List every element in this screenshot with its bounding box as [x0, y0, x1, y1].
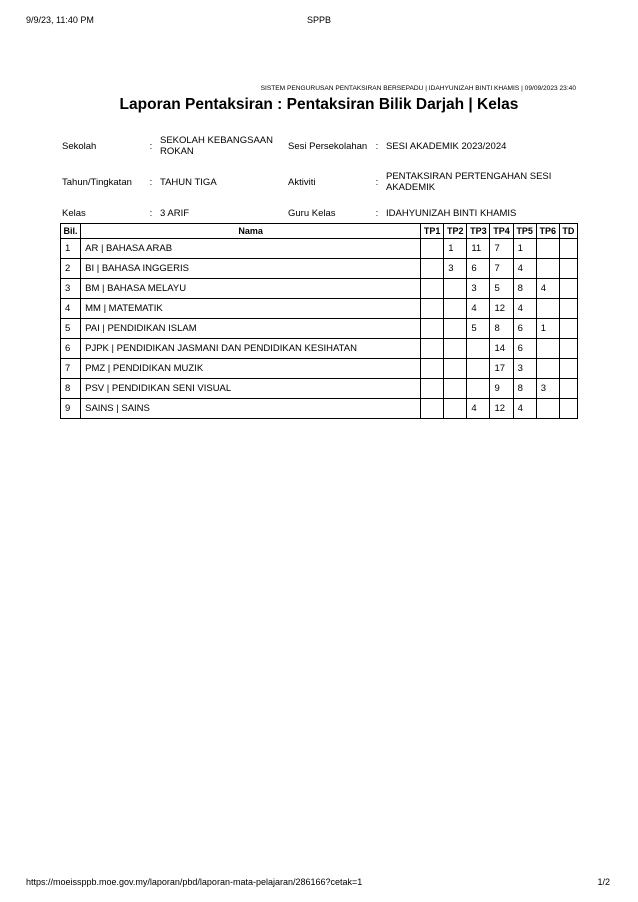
- cell-tp5: 8: [513, 379, 536, 399]
- cell-bil: 4: [61, 299, 81, 319]
- cell-td: [559, 339, 577, 359]
- cell-tp2: [444, 339, 467, 359]
- cell-tp1: [421, 379, 444, 399]
- cell-tp2: 3: [444, 259, 467, 279]
- header-nama: Nama: [81, 224, 421, 239]
- cell-tp1: [421, 279, 444, 299]
- cell-tp3: 11: [467, 239, 490, 259]
- sekolah-value: SEKOLAH KEBANGSAAN ROKAN: [160, 135, 273, 157]
- header-td: TD: [559, 224, 577, 239]
- cell-tp6: 4: [536, 279, 559, 299]
- sesi-label: Sesi Persekolahan: [288, 140, 368, 152]
- cell-tp6: 1: [536, 319, 559, 339]
- cell-tp2: [444, 399, 467, 419]
- cell-tp1: [421, 359, 444, 379]
- cell-td: [559, 259, 577, 279]
- sesi-value: SESI AKADEMIK 2023/2024: [386, 140, 507, 152]
- cell-tp5: 6: [513, 339, 536, 359]
- header-tp2: TP2: [444, 224, 467, 239]
- print-datetime: 9/9/23, 11:40 PM: [26, 15, 94, 25]
- sekolah-label: Sekolah: [62, 140, 97, 152]
- cell-nama: MM | MATEMATIK: [81, 299, 421, 319]
- table-row: [61, 359, 578, 379]
- cell-tp2: [444, 359, 467, 379]
- cell-bil: 8: [61, 379, 81, 399]
- cell-tp5: 4: [513, 399, 536, 419]
- print-url: https://moeissppb.moe.gov.my/laporan/pbd/laporan-mata-pelajaran/286166?cetak=1: [26, 877, 363, 887]
- table-header-row: [61, 224, 578, 239]
- cell-tp1: [421, 299, 444, 319]
- cell-tp6: [536, 259, 559, 279]
- cell-tp4: 9: [490, 379, 513, 399]
- cell-td: [559, 299, 577, 319]
- cell-td: [559, 279, 577, 299]
- table-row: [61, 239, 578, 259]
- cell-nama: PMZ | PENDIDIKAN MUZIK: [81, 359, 421, 379]
- cell-tp5: 6: [513, 319, 536, 339]
- cell-tp3: 5: [467, 319, 490, 339]
- cell-tp1: [421, 339, 444, 359]
- table-row: [61, 399, 578, 419]
- table-row: [61, 319, 578, 339]
- cell-tp4: 8: [490, 319, 513, 339]
- cell-tp5: 1: [513, 239, 536, 259]
- cell-td: [559, 399, 577, 419]
- system-line: SISTEM PENGURUSAN PENTAKSIRAN BERSEPADU | IDAHYUNIZAH BINTI KHAMIS | 09/09/2023 23:40: [260, 85, 576, 92]
- cell-bil: 5: [61, 319, 81, 339]
- print-site-title: SPPB: [306, 15, 331, 25]
- guru-value: IDAHYUNIZAH BINTI KHAMIS: [386, 207, 517, 219]
- header-tp5: TP5: [513, 224, 536, 239]
- cell-tp5: 4: [513, 259, 536, 279]
- colon: :: [149, 176, 153, 188]
- cell-tp1: [421, 239, 444, 259]
- cell-tp3: [467, 379, 490, 399]
- colon: :: [149, 207, 153, 219]
- cell-tp3: [467, 359, 490, 379]
- cell-tp6: [536, 239, 559, 259]
- cell-td: [559, 319, 577, 339]
- cell-nama: AR | BAHASA ARAB: [81, 239, 421, 259]
- cell-tp6: [536, 399, 559, 419]
- cell-nama: BI | BAHASA INGGERIS: [81, 259, 421, 279]
- cell-td: [559, 359, 577, 379]
- aktiviti-value: PENTAKSIRAN PERTENGAHAN SESI AKADEMIK: [386, 171, 552, 193]
- cell-tp5: 3: [513, 359, 536, 379]
- kelas-label: Kelas: [62, 207, 86, 219]
- colon: :: [375, 140, 379, 152]
- page-title: Laporan Pentaksiran : Pentaksiran Bilik Darjah | Kelas: [119, 96, 519, 113]
- cell-tp5: 4: [513, 299, 536, 319]
- header-tp6: TP6: [536, 224, 559, 239]
- cell-tp3: 6: [467, 259, 490, 279]
- cell-td: [559, 379, 577, 399]
- cell-tp2: 1: [444, 239, 467, 259]
- table-row: [61, 339, 578, 359]
- report-info: [60, 128, 578, 226]
- cell-tp1: [421, 259, 444, 279]
- cell-tp4: 5: [490, 279, 513, 299]
- cell-bil: 1: [61, 239, 81, 259]
- cell-tp6: [536, 299, 559, 319]
- cell-bil: 7: [61, 359, 81, 379]
- colon: :: [149, 140, 153, 152]
- cell-tp4: 7: [490, 259, 513, 279]
- kelas-value: 3 ARIF: [160, 207, 190, 219]
- tahun-label: Tahun/Tingkatan: [62, 176, 132, 188]
- cell-bil: 6: [61, 339, 81, 359]
- cell-tp4: 12: [490, 299, 513, 319]
- cell-td: [559, 239, 577, 259]
- cell-tp2: [444, 379, 467, 399]
- cell-bil: 3: [61, 279, 81, 299]
- cell-bil: 2: [61, 259, 81, 279]
- cell-tp3: 4: [467, 399, 490, 419]
- cell-nama: SAINS | SAINS: [81, 399, 421, 419]
- subject-table: [60, 223, 578, 419]
- cell-tp6: [536, 339, 559, 359]
- cell-tp6: [536, 359, 559, 379]
- cell-nama: PAI | PENDIDIKAN ISLAM: [81, 319, 421, 339]
- cell-nama: PSV | PENDIDIKAN SENI VISUAL: [81, 379, 421, 399]
- header-tp1: TP1: [421, 224, 444, 239]
- cell-tp3: [467, 339, 490, 359]
- cell-tp2: [444, 319, 467, 339]
- table-row: [61, 299, 578, 319]
- cell-tp4: 14: [490, 339, 513, 359]
- cell-tp2: [444, 299, 467, 319]
- header-tp3: TP3: [467, 224, 490, 239]
- page-number: 1/2: [597, 877, 610, 887]
- header-bil: Bil.: [61, 224, 81, 239]
- guru-label: Guru Kelas: [288, 207, 336, 219]
- cell-tp6: 3: [536, 379, 559, 399]
- cell-tp4: 12: [490, 399, 513, 419]
- header-tp4: TP4: [490, 224, 513, 239]
- cell-nama: PJPK | PENDIDIKAN JASMANI DAN PENDIDIKAN KESIHATAN: [81, 339, 421, 359]
- table-row: [61, 379, 578, 399]
- cell-tp3: 4: [467, 299, 490, 319]
- table-row: [61, 259, 578, 279]
- colon: :: [375, 176, 379, 188]
- aktiviti-label: Aktiviti: [288, 176, 316, 188]
- cell-tp5: 8: [513, 279, 536, 299]
- cell-tp1: [421, 399, 444, 419]
- cell-tp3: 3: [467, 279, 490, 299]
- table-row: [61, 279, 578, 299]
- cell-tp4: 7: [490, 239, 513, 259]
- cell-bil: 9: [61, 399, 81, 419]
- cell-tp4: 17: [490, 359, 513, 379]
- tahun-value: TAHUN TIGA: [160, 176, 217, 188]
- cell-tp2: [444, 279, 467, 299]
- cell-nama: BM | BAHASA MELAYU: [81, 279, 421, 299]
- cell-tp1: [421, 319, 444, 339]
- colon: :: [375, 207, 379, 219]
